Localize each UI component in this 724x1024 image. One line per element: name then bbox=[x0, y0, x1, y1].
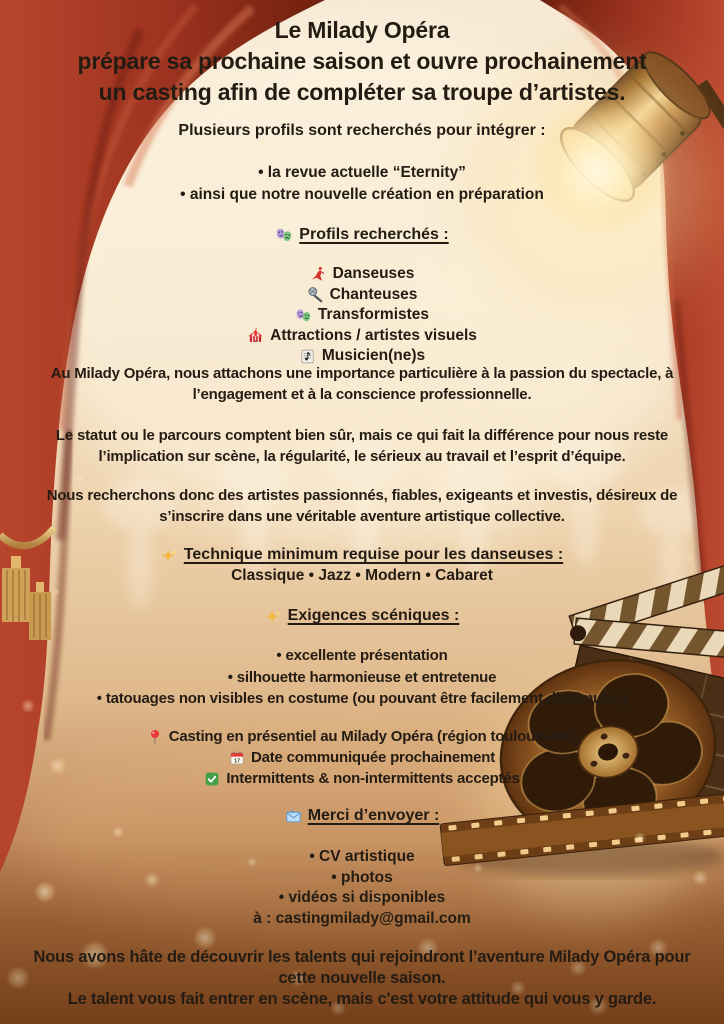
closing-line: cette nouvelle saison. bbox=[278, 969, 446, 987]
incoming-envelope-icon bbox=[285, 808, 302, 825]
apply-list bbox=[0, 847, 724, 929]
circus-tent-icon bbox=[247, 327, 264, 344]
exigences-bullets bbox=[0, 645, 724, 710]
list-item bbox=[0, 264, 724, 285]
technique-heading bbox=[0, 546, 724, 564]
profiles-heading-text: Profils recherchés : bbox=[299, 226, 449, 243]
paragraph-line: s’inscrire dans une véritable aventure artistique collective. bbox=[159, 507, 565, 525]
closing-paragraph bbox=[0, 947, 724, 1010]
sparkles-icon bbox=[265, 608, 282, 625]
values-paragraph-2 bbox=[0, 426, 724, 467]
intro-bullet: • ainsi que notre nouvelle création en préparation bbox=[180, 186, 544, 203]
exigence-bullet: • excellente présentation bbox=[276, 647, 448, 664]
profiles-list bbox=[0, 264, 724, 367]
exigence-bullet: • silhouette harmonieuse et entretenue bbox=[227, 668, 497, 686]
theater-masks-icon bbox=[275, 226, 293, 244]
list-item bbox=[0, 285, 724, 306]
exigences-heading bbox=[0, 607, 724, 625]
paragraph-line: Au Milady Opéra, nous attachons une importance particulière à la passion du spectacle, à bbox=[50, 365, 674, 382]
logistics-date-text: Date communiquée prochainement bbox=[250, 749, 496, 766]
microphone-icon bbox=[307, 286, 324, 303]
technique-styles-text: Classique • Jazz • Modern • Cabaret bbox=[231, 567, 493, 584]
closing-line: Le talent vous fait entrer en scène, mais c'est votre attitude qui vous y garde. bbox=[67, 990, 657, 1008]
list-item-label: Danseuses bbox=[332, 265, 415, 283]
check-mark-icon bbox=[204, 771, 220, 787]
svg-text:17: 17 bbox=[233, 757, 240, 764]
logistics-status bbox=[0, 768, 724, 789]
intro-lead-text: Plusieurs profils sont recherchés pour intégrer : bbox=[178, 122, 546, 139]
list-item-label: Transformistes bbox=[317, 306, 430, 324]
list-item bbox=[0, 326, 724, 347]
intro-lead bbox=[0, 122, 724, 140]
title-line-2: prépare sa prochaine saison et ouvre prochainement bbox=[77, 48, 647, 74]
dancer-icon bbox=[310, 266, 327, 283]
intro-bullets bbox=[0, 162, 724, 206]
exigences-heading-text: Exigences scéniques : bbox=[287, 607, 460, 624]
calendar-icon bbox=[229, 750, 245, 766]
technique-heading-text: Technique minimum requise pour les danseuses : bbox=[183, 546, 564, 563]
list-item-label: Chanteuses bbox=[329, 285, 418, 303]
apply-email: à : castingmilady@gmail.com bbox=[253, 909, 471, 927]
apply-bullet: • CV artistique bbox=[309, 848, 415, 865]
paragraph-line: Nous recherchons donc des artistes passionnés, fiables, exigeants et investis, désireux de bbox=[46, 487, 678, 504]
theater-masks-icon bbox=[295, 307, 312, 324]
values-paragraph-1 bbox=[0, 364, 724, 405]
intro-bullet: • la revue actuelle “Eternity” bbox=[258, 164, 466, 181]
technique-styles bbox=[0, 567, 724, 585]
logistics-status-text: Intermittents & non-intermittents acceptés bbox=[226, 770, 520, 787]
apply-bullet: • vidéos si disponibles bbox=[278, 889, 446, 906]
title-line-1: Le Milady Opéra bbox=[274, 17, 450, 43]
profiles-heading bbox=[0, 226, 724, 244]
apply-heading bbox=[0, 807, 724, 825]
apply-bullet: • photos bbox=[331, 868, 393, 886]
paragraph-line: Le statut ou le parcours comptent bien sûr, mais ce qui fait la différence pour nous reste bbox=[55, 427, 669, 444]
exigence-bullet: • tatouages non visibles en costume (ou pouvant être facilement dissimulés) bbox=[96, 690, 628, 707]
logistics-location-text: Casting en présentiel au Milady Opéra (région toulousaine) bbox=[168, 728, 578, 745]
closing-line: Nous avons hâte de découvrir les talents qui rejoindront l’aventure Milady Opéra pour bbox=[33, 948, 691, 966]
values-paragraph-3 bbox=[0, 486, 724, 527]
title-line-3: un casting afin de compléter sa troupe d’artistes. bbox=[98, 79, 626, 105]
poster-title bbox=[0, 15, 724, 108]
logistics-location bbox=[0, 726, 724, 747]
paragraph-line: l’implication sur scène, la régularité, le sérieux au travail et l’esprit d’équipe. bbox=[98, 447, 626, 465]
musical-score-icon bbox=[299, 348, 316, 365]
list-item bbox=[0, 305, 724, 326]
sparkles-icon bbox=[161, 547, 178, 564]
list-item-label: Musicien(ne)s bbox=[321, 347, 426, 365]
paragraph-line: l’engagement et à la conscience professionnelle. bbox=[192, 385, 532, 403]
logistics bbox=[0, 726, 724, 789]
round-pushpin-icon bbox=[147, 729, 163, 745]
list-item-label: Attractions / artistes visuels bbox=[270, 326, 477, 344]
logistics-date bbox=[0, 747, 724, 768]
apply-heading-text: Merci d’envoyer : bbox=[307, 807, 440, 824]
